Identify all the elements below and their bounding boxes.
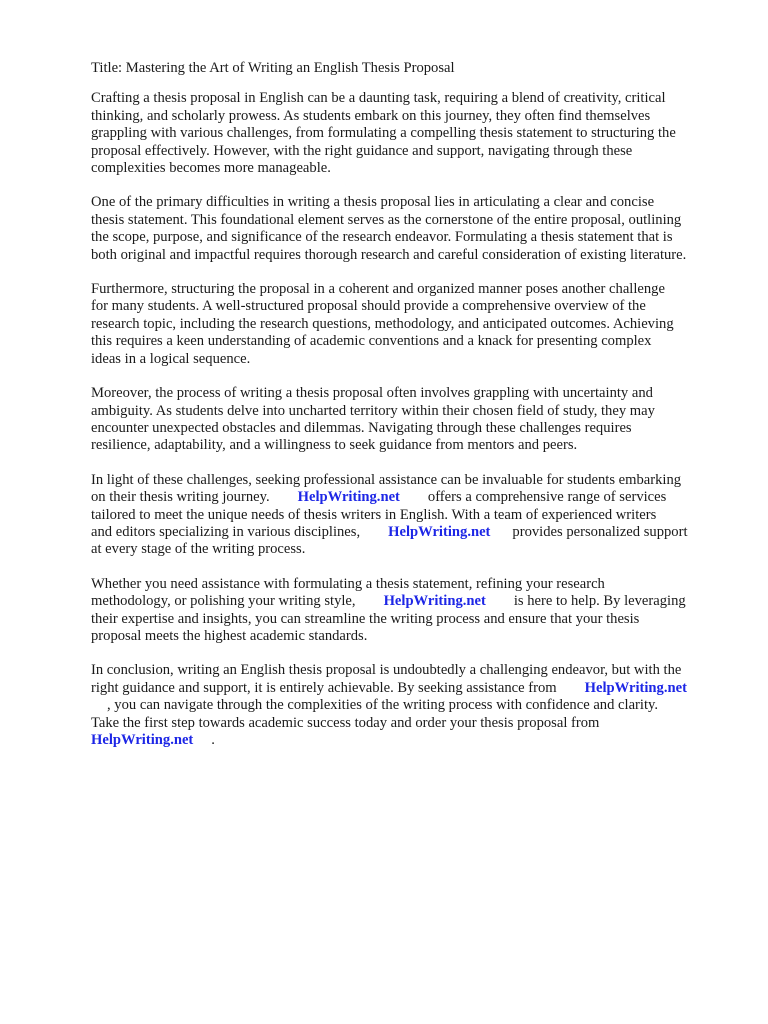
- text-line: [91, 489, 731, 506]
- paragraph-whether: [91, 576, 731, 646]
- text-line: thinking, and scholarly prowess. As students embark on this journey, they often find themselves: [91, 107, 651, 124]
- text-line: [91, 524, 731, 541]
- document-title: Title: Mastering the Art of Writing an English Thesis Proposal: [91, 60, 455, 76]
- paragraph-structure: [91, 281, 731, 368]
- paragraph-uncertainty: [91, 385, 731, 455]
- text-line: ideas in a logical sequence.: [91, 350, 251, 367]
- text-line: [91, 697, 731, 714]
- paragraph-assistance: [91, 472, 731, 559]
- text-segment: methodology, or polishing your writing style,: [91, 593, 356, 610]
- paragraph-conclusion: [91, 662, 731, 749]
- text-line: grappling with various challenges, from formulating a compelling thesis statement to structuring the: [91, 125, 676, 142]
- text-line: tailored to meet the unique needs of thesis writers in English. With a team of experienced writers: [91, 506, 657, 523]
- paragraph-thesis-statement: [91, 194, 731, 264]
- text-line: encounter unexpected obstacles and dilemmas. Navigating through these challenges requires: [91, 419, 632, 436]
- paragraph-intro: [91, 90, 731, 177]
- text-line: Furthermore, structuring the proposal in a coherent and organized manner poses another challenge: [91, 281, 665, 298]
- text-segment: is here to help. By leveraging: [513, 593, 686, 610]
- text-line: at every stage of the writing process.: [91, 541, 306, 558]
- text-line: [91, 593, 731, 610]
- text-line: One of the primary difficulties in writing a thesis proposal lies in articulating a clear and concise: [91, 194, 655, 211]
- text-line: both original and impactful requires thorough research and careful consideration of existing literature.: [91, 246, 687, 263]
- text-line: proposal meets the highest academic standards.: [91, 627, 368, 644]
- text-segment: , you can navigate through the complexities of the writing process with confidence and clarity.: [107, 697, 659, 714]
- helpwriting-link[interactable]: HelpWriting.net: [584, 679, 687, 696]
- text-line: Moreover, the process of writing a thesis proposal often involves grappling with uncertainty and: [91, 385, 653, 402]
- text-line: ambiguity. As students delve into uncharted territory within their chosen field of study, they may: [91, 402, 655, 419]
- text-segment: on their thesis writing journey.: [91, 489, 270, 506]
- helpwriting-link[interactable]: HelpWriting.net: [383, 593, 486, 610]
- document-page: [91, 60, 731, 766]
- text-segment: right guidance and support, it is entirely achievable. By seeking assistance from: [91, 679, 557, 696]
- text-line: for many students. A well-structured proposal should provide a comprehensive overview of the: [91, 298, 646, 315]
- text-line: In conclusion, writing an English thesis proposal is undoubtedly a challenging endeavor, but with the: [91, 662, 682, 679]
- text-line: resilience, adaptability, and a willingness to seek guidance from mentors and peers.: [91, 437, 578, 454]
- text-line: Whether you need assistance with formulating a thesis statement, refining your research: [91, 575, 605, 592]
- text-line: their expertise and insights, you can streamline the writing process and ensure that your thesis: [91, 610, 640, 627]
- helpwriting-link[interactable]: HelpWriting.net: [91, 732, 194, 748]
- text-segment: and editors specializing in various disciplines,: [91, 523, 361, 540]
- text-segment: offers a comprehensive range of services: [427, 489, 667, 506]
- text-line: Crafting a thesis proposal in English can be a daunting task, requiring a blend of creativity, critical: [91, 90, 666, 107]
- text-line: this requires a keen understanding of academic conventions and a knack for presenting complex: [91, 333, 652, 350]
- text-line: [91, 680, 731, 697]
- text-line: thesis statement. This foundational element serves as the cornerstone of the entire proposal, outlining: [91, 211, 682, 228]
- text-line: [91, 732, 731, 749]
- helpwriting-link[interactable]: HelpWriting.net: [297, 489, 400, 506]
- text-segment: .: [211, 732, 215, 748]
- text-line: the scope, purpose, and significance of the research endeavor. Formulating a thesis statement that is: [91, 229, 673, 246]
- text-line: proposal effectively. However, with the right guidance and support, navigating through these: [91, 142, 633, 159]
- text-line: complexities becomes more manageable.: [91, 160, 331, 177]
- helpwriting-link[interactable]: HelpWriting.net: [388, 523, 491, 540]
- text-line: In light of these challenges, seeking professional assistance can be invaluable for students embarking: [91, 471, 682, 488]
- text-line: Take the first step towards academic success today and order your thesis proposal from: [91, 714, 600, 731]
- text-segment: provides personalized support: [512, 523, 688, 540]
- text-line: research topic, including the research questions, methodology, and anticipated outcomes. Achieving: [91, 315, 674, 332]
